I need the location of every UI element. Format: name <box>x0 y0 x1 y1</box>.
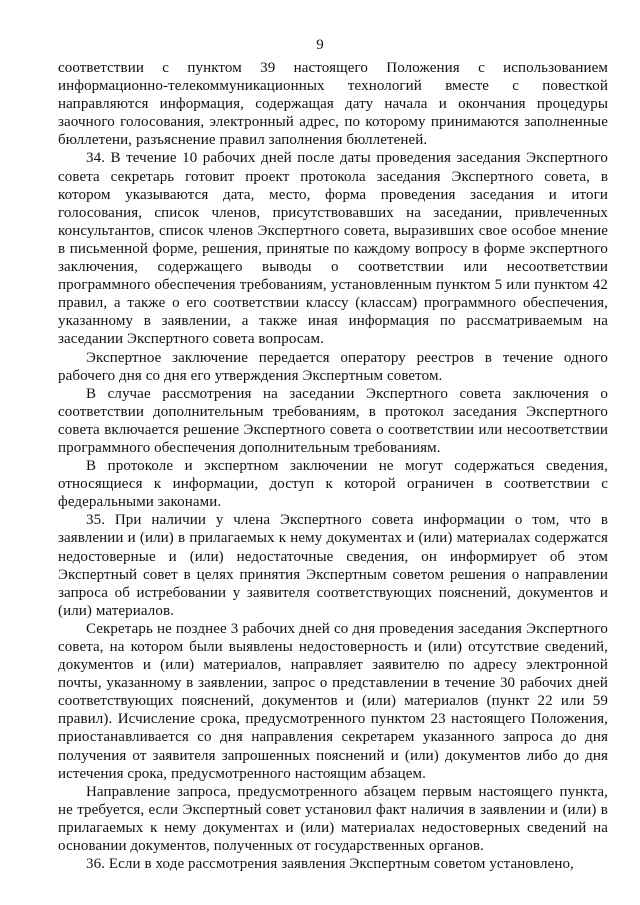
page-number: 9 <box>316 37 324 53</box>
paragraph-expert-conclusion-transfer: Экспертное заключение передается оператору реестров в течение одного рабочего дня со дня его утверждения Экспертным советом. <box>58 349 608 384</box>
paragraph-additional-requirements: В случае рассмотрения на заседании Экспертного совета заключения о соответствии дополнительным требованиям, в протокол заседания Экспертного совета включается решение Экспертного совета о соответствии или несоответствии программного обеспечения дополнительным требованиям. <box>58 385 608 456</box>
paragraph-request-not-required: Направление запроса, предусмотренного абзацем первым настоящего пункта, не требуется, если Экспертный совет установил факт наличия в заявлении и (или) в прилагаемых к нему документах и (или) материалах недостоверных сведений на основании документов, полученных от государственных органов. <box>58 783 608 855</box>
paragraph-item-36: 36. Если в ходе рассмотрения заявления Экспертным советом установлено, <box>86 856 574 873</box>
document-body <box>58 59 608 873</box>
paragraph-continuation: соответствии с пунктом 39 настоящего Положения с использованием информационно-телекоммуникационных технологий вместе с повесткой направляются информация, содержащая дату начала и окончания процедуры заочного голосования, электронный адрес, по которому принимаются заполненные бюллетени, разъяснение правил заполнения бюллетеней. <box>58 60 608 149</box>
paragraph-item-35: 35. При наличии у члена Экспертного совета информации о том, что в заявлении и (или) в прилагаемых к нему документах и (или) материалах содержатся недостоверные и (или) недостаточные сведения, он информирует об этом Экспертный совет в целях принятия Экспертным советом решения о направлении запроса об истребовании у заявителя соответствующих пояснений, документов и (или) материалов. <box>58 512 608 619</box>
paragraph-item-34: 34. В течение 10 рабочих дней после даты проведения заседания Экспертного совета секретарь готовит проект протокола заседания Экспертного совета, в котором указываются дата, место, форма проведения заседания и итоги голосования, список членов, присутствовавших на заседании, привлеченных консультантов, список членов Экспертного совета, выразивших свое особое мнение в письменной форме, решения, принятые по каждому вопросу в форме экспертного заключения, содержащего выводы о соответствии или несоответствии программного обеспечения требованиям, установленным пунктом 5 или пунктом 42 правил, а также о его соответствии классу (классам) программного обеспечения, указанному в заявлении, а также иная информация по рассматриваемым на заседании Экспертного совета вопросам. <box>58 150 608 348</box>
paragraph-restricted-information: В протоколе и экспертном заключении не могут содержаться сведения, относящиеся к информации, доступ к которой ограничен в соответствии с федеральными законами. <box>58 458 608 511</box>
paragraph-secretary-request: Секретарь не позднее 3 рабочих дней со дня проведения заседания Экспертного совета, на котором были выявлены недостоверность и (или) отсутствие сведений, документов и (или) материалов, направляет заявителю по адресу электронной почты, указанному в заявлении, запрос о представлении в течение 30 рабочих дней соответствующих пояснений, документов и (или) материалов (пункт 22 или 59 правил). Исчисление срока, предусмотренного пунктом 23 настоящего Положения, приостанавливается со дня направления секретарем указанного запроса до дня получения от заявителя запрошенных пояснений и (или) документов либо до дня истечения срока, предусмотренного настоящим абзацем. <box>58 620 608 782</box>
